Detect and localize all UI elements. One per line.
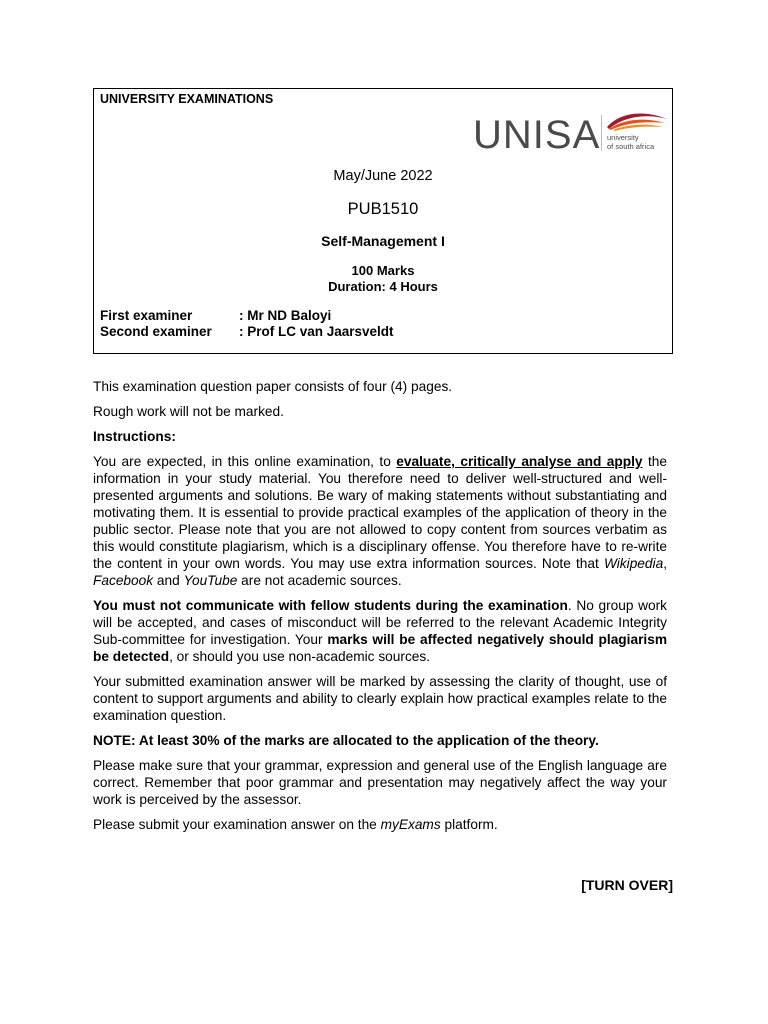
unisa-logo <box>473 109 669 157</box>
instructions-heading: Instructions: <box>93 429 176 444</box>
examiner-label: First examiner <box>100 308 193 323</box>
exam-header-box <box>93 88 673 354</box>
logo-separator <box>601 115 602 151</box>
exam-instructions <box>93 378 667 841</box>
logo-swoosh-icon <box>605 109 669 131</box>
examiner-value: : Prof LC van Jaarsveldt <box>239 324 394 339</box>
instruction-paragraph-5: Please submit your examination answer on the myExams platform. <box>93 817 498 832</box>
instruction-paragraph-1: You are expected, in this online examination, to evaluate, critically analyse and apply the information in your study material. You therefore need to deliver well-structured and well-presented arguments and solutions. Be wary of making statements without substantiating and motivating them. It is essential to provide practical examples of the application of theory in the public sector. Please note that you are not allowed to copy content from sources verbatim as this would constitute plagiarism, which is a disciplinary offense. You therefore have to re-write the content in your own words. You may use extra information sources. Note that Wikipedia, Facebook and YouTube are not academic sources. <box>93 454 667 588</box>
instruction-paragraph-2: You must not communicate with fellow students during the examination. No group work will be accepted, and cases of misconduct will be referred to the relevant Academic Integrity Sub-committee for investigation. Your marks will be affected negatively should plagiarism be detected, or should you use non-academic sources. <box>93 598 667 664</box>
exam-session: May/June 2022 <box>333 168 433 184</box>
turn-over-label: [TURN OVER] <box>581 877 673 893</box>
examiner-value: : Mr ND Baloyi <box>239 308 332 323</box>
instruction-paragraph-4: Please make sure that your grammar, expression and general use of the English language are correct. Remember that poor grammar and presentation may negatively affect the way your work is perceived by the assessor. <box>93 758 667 807</box>
logo-subtitle: university of south africa <box>607 133 655 151</box>
pages-note: This examination question paper consists of four (4) pages. <box>93 379 453 394</box>
rough-work-note: Rough work will not be marked. <box>93 404 284 419</box>
exam-duration: Duration: 4 Hours <box>328 279 438 294</box>
instruction-paragraph-3: Your submitted examination answer will be marked by assessing the clarity of thought, use of content to support arguments and ability to clearly explain how practical examples relate to the examination question. <box>93 674 667 723</box>
examiner-row <box>100 308 394 324</box>
total-marks: 100 Marks <box>351 263 415 278</box>
examiners-list <box>100 308 394 340</box>
examiner-label: Second examiner <box>100 324 212 339</box>
examiner-row <box>100 324 394 340</box>
note-paragraph: NOTE: At least 30% of the marks are allocated to the application of the theory. <box>93 733 599 748</box>
logo-wordmark: UNISA <box>473 113 601 157</box>
module-title: Self-Management I <box>321 233 445 249</box>
university-examinations-label: UNIVERSITY EXAMINATIONS <box>100 92 274 106</box>
module-code: PUB1510 <box>347 200 419 218</box>
